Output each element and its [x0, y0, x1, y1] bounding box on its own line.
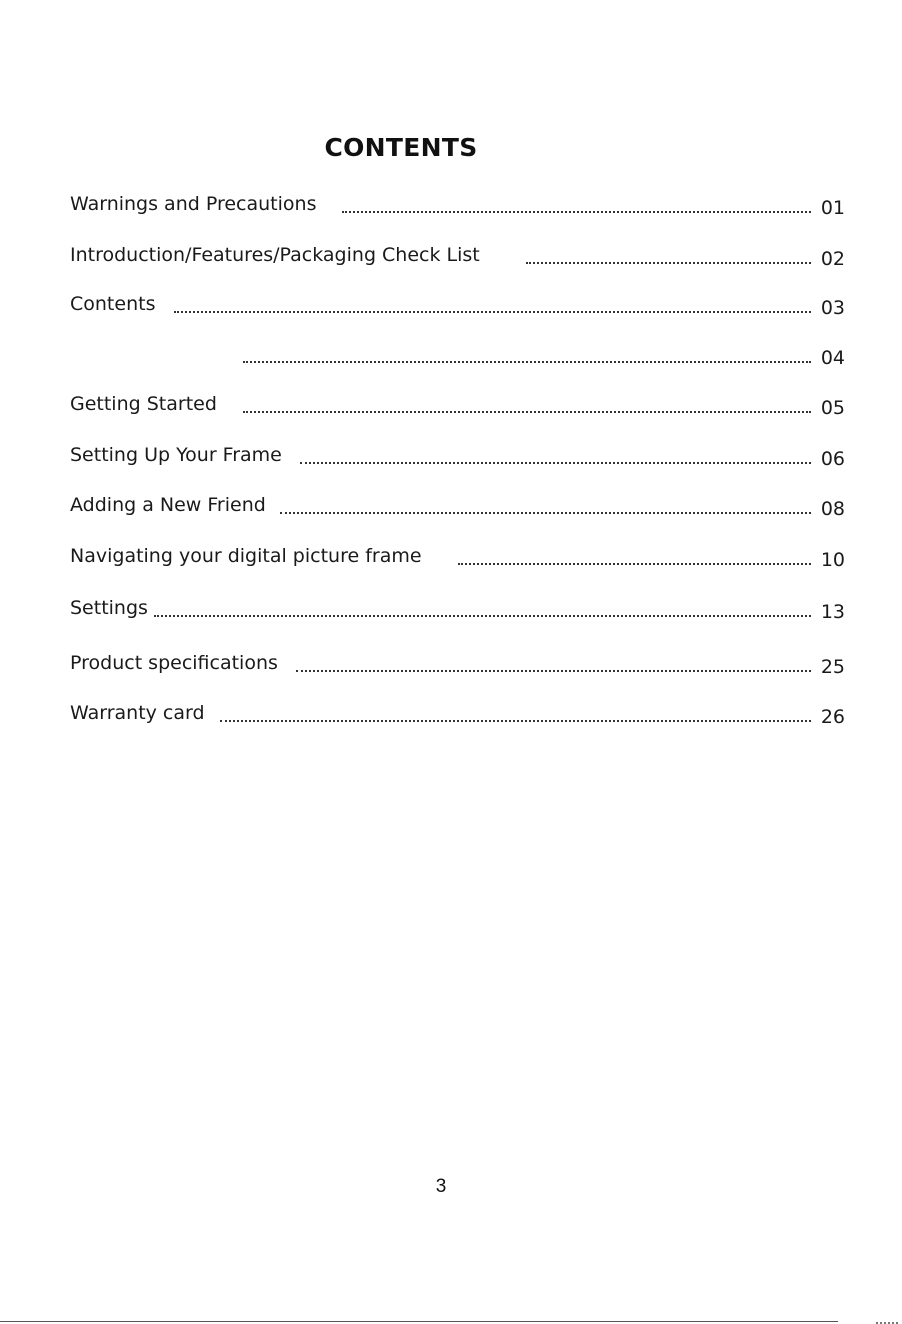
toc-entry-page: 06: [820, 448, 845, 470]
toc-entry-page: 26: [820, 706, 845, 728]
toc-entry-page: 02: [820, 248, 845, 270]
toc-leader-dots: [458, 559, 811, 565]
toc-entry-label: Product specifications: [70, 652, 278, 674]
toc-entry: [70, 339, 845, 369]
toc-entry-label: Setting Up Your Frame: [70, 444, 282, 466]
toc-leader-dots: [243, 407, 811, 413]
corner-crop-mark: [876, 1319, 898, 1324]
toc-entry-page: 05: [820, 397, 845, 419]
toc-leader-dots: [220, 716, 811, 722]
toc-entry-label: Contents: [70, 293, 156, 315]
toc-entry-page: 01: [820, 197, 845, 219]
toc-entry-page: 13: [820, 601, 845, 623]
toc-entry-label: Adding a New Friend: [70, 494, 266, 516]
toc-entry-label: Getting Started: [70, 393, 217, 415]
toc-entry-page: 25: [820, 656, 845, 678]
page-title: CONTENTS: [324, 133, 478, 162]
toc-entry-page: 08: [820, 498, 845, 520]
toc-leader-dots: [296, 666, 811, 672]
toc-entry: [70, 389, 845, 419]
toc-entry-page: 04: [820, 347, 845, 369]
toc-entry-page: 10: [820, 549, 845, 571]
bottom-divider: [0, 1321, 838, 1322]
toc-leader-dots: [300, 458, 811, 464]
toc-entry-label: Introduction/Features/Packaging Check List: [70, 244, 480, 266]
toc-leader-dots: [526, 258, 811, 264]
toc-leader-dots: [154, 611, 811, 617]
toc-entry: [70, 240, 845, 270]
toc-entry: [70, 289, 845, 319]
toc-entry: [70, 440, 845, 470]
toc-entry: [70, 593, 845, 623]
toc-leader-dots: [342, 207, 811, 213]
toc-leader-dots: [174, 307, 811, 313]
toc-leader-dots: [280, 508, 811, 514]
toc-entry-label: Navigating your digital picture frame: [70, 545, 422, 567]
toc-entry: [70, 648, 845, 678]
toc-entry-label: Warranty card: [70, 702, 205, 724]
toc-entry-label: Settings: [70, 597, 148, 619]
toc-entry-page: 03: [820, 297, 845, 319]
page-number: 3: [435, 1176, 447, 1197]
toc-entry: [70, 189, 845, 219]
toc-entry: [70, 698, 845, 728]
toc-entry: [70, 541, 845, 571]
toc-leader-dots: [243, 357, 811, 363]
toc-entry: [70, 490, 845, 520]
toc-entry-label: Warnings and Precautions: [70, 193, 317, 215]
